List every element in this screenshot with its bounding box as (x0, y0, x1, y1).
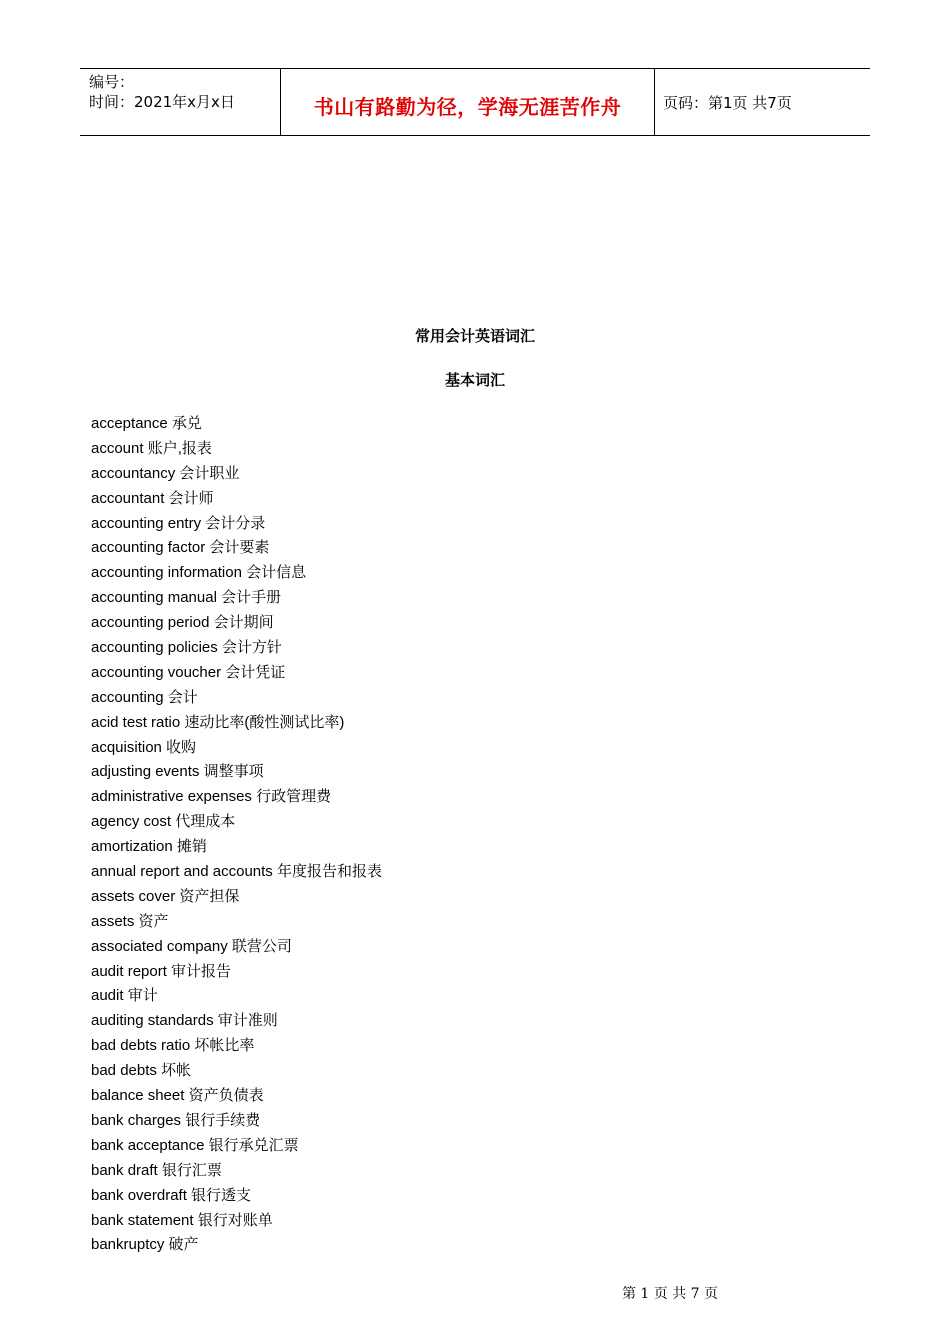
vocab-item: balance sheet 资产负债表 (91, 1087, 264, 1105)
vocab-item: acquisition 收购 (91, 738, 197, 756)
vocab-item: bank draft 银行汇票 (91, 1161, 222, 1179)
vocab-item: agency cost 代理成本 (91, 813, 236, 831)
vocab-item: accountant 会计师 (91, 489, 214, 507)
header-motto-cell (281, 69, 655, 135)
page-label: 页码：第1页 共7页 (663, 93, 792, 112)
vocab-item: bank statement 银行对账单 (91, 1211, 273, 1229)
vocab-item: associated company 联营公司 (91, 937, 292, 955)
document-title: 常用会计英语词汇 (414, 327, 535, 345)
vocab-item: accounting 会计 (91, 688, 198, 706)
vocab-item: accounting manual 会计手册 (91, 589, 282, 607)
vocab-item: assets cover 资产担保 (91, 887, 240, 905)
vocab-item: annual report and accounts 年度报告和报表 (91, 863, 382, 881)
vocab-item: accounting policies 会计方针 (91, 639, 282, 657)
vocab-item: acceptance 承兑 (91, 415, 202, 432)
vocab-item: audit 审计 (91, 987, 158, 1005)
vocab-item: accounting voucher 会计凭证 (91, 663, 286, 681)
vocab-item: accounting entry 会计分录 (91, 514, 266, 532)
vocab-item: bank overdraft 银行透支 (91, 1186, 252, 1204)
vocab-item: audit report 审计报告 (91, 962, 232, 980)
header-info-cell (80, 69, 281, 135)
vocab-item: accounting factor 会计要素 (91, 539, 270, 557)
vocab-item: administrative expenses 行政管理费 (91, 788, 332, 806)
number-label: 编号： (89, 73, 135, 91)
motto-text: 书山有路勤为径，学海无涯苦作舟 (313, 94, 622, 119)
vocab-item: accountancy 会计职业 (91, 464, 240, 482)
section-title: 基本词汇 (444, 371, 505, 389)
vocab-item: amortization 摊销 (91, 838, 207, 856)
vocab-item: bad debts ratio 坏帐比率 (91, 1037, 255, 1055)
vocab-item: account 账户,报表 (91, 439, 212, 457)
vocab-item: bankruptcy 破产 (91, 1236, 199, 1254)
vocab-item: accounting period 会计期间 (91, 614, 274, 632)
vocab-item: auditing standards 审计准则 (91, 1012, 278, 1030)
vocab-item: adjusting events 调整事项 (91, 763, 264, 781)
vocab-item: bank charges 银行手续费 (91, 1111, 261, 1129)
vocab-item: bad debts 坏帐 (91, 1062, 192, 1080)
vocab-item: bank acceptance 银行承兑汇票 (91, 1136, 299, 1154)
vocab-item: accounting information 会计信息 (91, 564, 307, 582)
header-page-cell (655, 69, 870, 135)
page-footer: 第 1 页 共 7 页 (621, 1286, 719, 1302)
vocabulary-list (91, 412, 382, 1258)
time-label: 时间：2021年x月x日 (89, 93, 235, 111)
document-header (80, 68, 870, 136)
vocab-item: assets 资产 (91, 912, 169, 930)
vocab-item: acid test ratio 速动比率(酸性测试比率) (91, 713, 345, 731)
